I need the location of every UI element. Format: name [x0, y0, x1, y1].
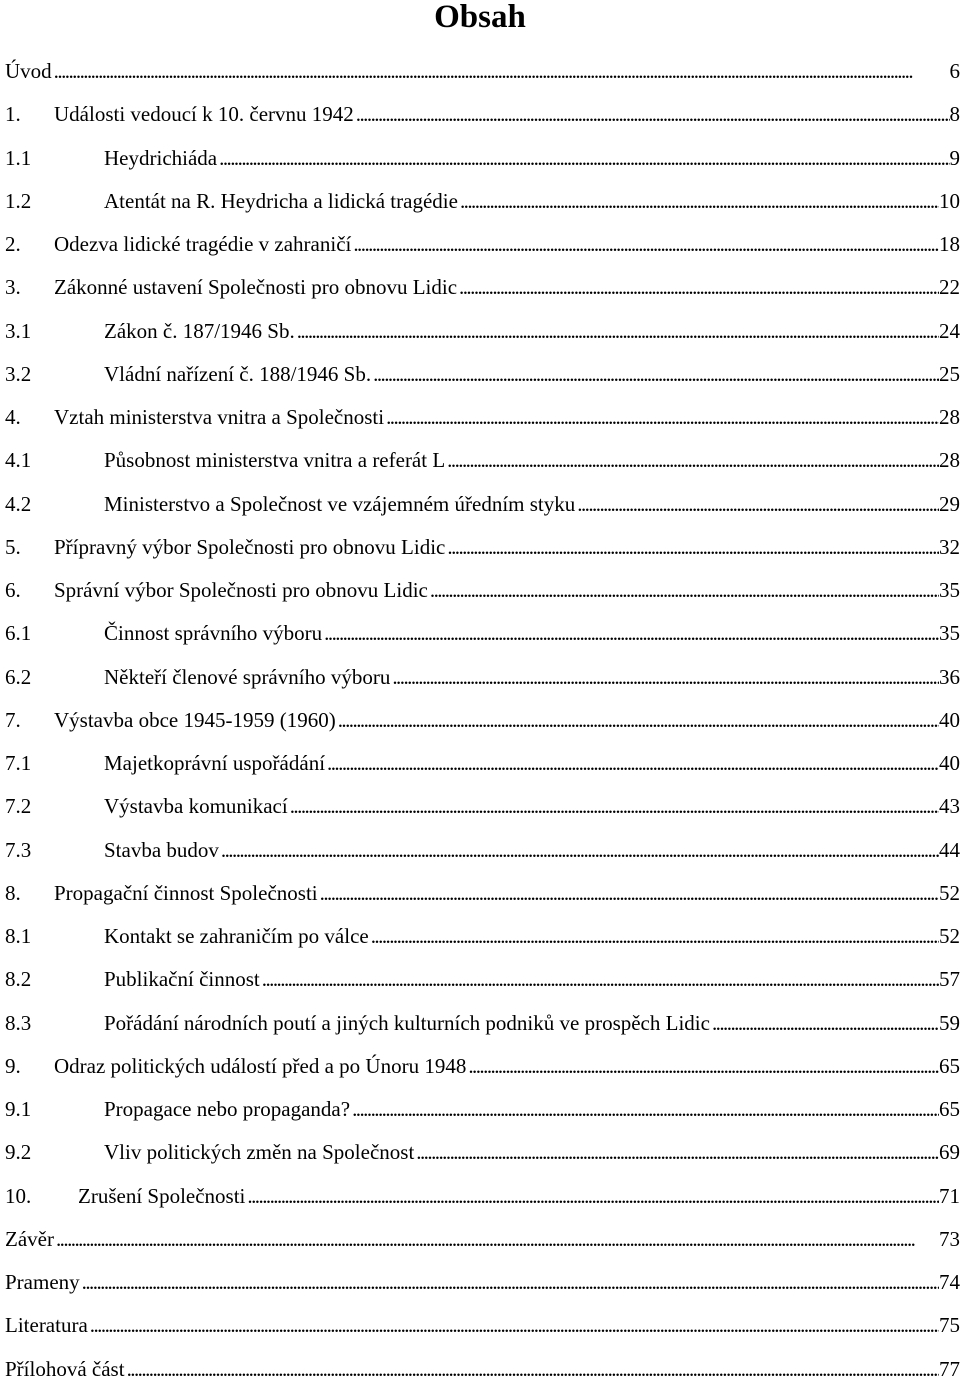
toc-entry-title: Působnost ministerstva vnitra a referát L: [104, 439, 445, 482]
toc-entry[interactable]: [0, 396, 960, 439]
toc-entry[interactable]: [0, 223, 960, 266]
toc-entry-title: Přípravný výbor Společnosti pro obnovu Lidic: [54, 526, 445, 569]
toc-entry-page-number: 22: [939, 266, 960, 309]
toc-dot-leader: [371, 353, 939, 396]
toc-entry[interactable]: [0, 699, 960, 742]
toc-entry-title: Zákonné ustavení Společnosti pro obnovu Lidic: [54, 266, 457, 309]
toc-entry-title: Propagační činnost Společnosti: [54, 872, 318, 915]
toc-entry-title: Prameny: [5, 1261, 80, 1304]
toc-dot-leader: [219, 829, 939, 872]
toc-entry-title: Ministerstvo a Společnost ve vzájemném úředním styku: [104, 483, 575, 526]
toc-entry[interactable]: [0, 353, 960, 396]
toc-entry-title: Kontakt se zahraničím po válce: [104, 915, 369, 958]
toc-dot-leader: [457, 266, 939, 309]
toc-entry-page-number: 6: [950, 50, 960, 93]
toc-dot-leader: [428, 569, 939, 612]
toc-dot-leader: [318, 872, 939, 915]
toc-entry-title: Někteří členové správního výboru: [104, 656, 390, 699]
toc-entry-page-number: 75: [939, 1304, 960, 1347]
toc-dot-leader: [710, 1002, 939, 1045]
toc-entry-number: 6.2: [5, 656, 104, 699]
toc-entry[interactable]: [0, 93, 960, 136]
toc-entry-page-number: 32: [939, 526, 960, 569]
toc-entry-page-number: 65: [939, 1088, 960, 1131]
toc-entry-title: Výstavba obce 1945-1959 (1960): [54, 699, 336, 742]
toc-entry[interactable]: [0, 1131, 960, 1174]
toc-entry-page-number: 43: [939, 785, 960, 828]
toc-entry[interactable]: [0, 1175, 960, 1218]
toc-entry[interactable]: [0, 872, 960, 915]
toc-entry-number: 4.: [5, 396, 54, 439]
toc-entry-number: 1.: [5, 93, 54, 136]
toc-dot-leader: [369, 915, 939, 958]
toc-entry-number: 8.2: [5, 958, 104, 1001]
toc-entry-number: 7.2: [5, 785, 104, 828]
toc-entry-page-number: 24: [939, 310, 960, 353]
toc-dot-leader: [54, 1218, 939, 1261]
toc-entry[interactable]: [0, 742, 960, 785]
toc-entry-title: Závěr: [5, 1218, 54, 1261]
toc-entry[interactable]: [0, 483, 960, 526]
toc-entry-page-number: 8: [950, 93, 960, 136]
toc-dot-leader: [384, 396, 939, 439]
toc-entry-number: 10.: [5, 1175, 78, 1218]
toc-entry-number: 4.2: [5, 483, 104, 526]
toc-entry-page-number: 29: [939, 483, 960, 526]
toc-dot-leader: [445, 526, 939, 569]
toc-entry-page-number: 65: [939, 1045, 960, 1088]
toc-dot-leader: [88, 1304, 939, 1347]
toc-dot-leader: [458, 180, 939, 223]
toc-entry[interactable]: [0, 310, 960, 353]
toc-dot-leader: [336, 699, 939, 742]
toc-dot-leader: [351, 223, 939, 266]
toc-entry-title: Vztah ministerstva vnitra a Společnosti: [54, 396, 384, 439]
toc-entry-title: Zrušení Společnosti: [78, 1175, 245, 1218]
toc-entry-number: 2.: [5, 223, 54, 266]
toc-dot-leader: [217, 137, 949, 180]
toc-entry-page-number: 36: [939, 656, 960, 699]
toc-dot-leader: [325, 742, 939, 785]
toc-entry-title: Pořádání národních poutí a jiných kulturních podniků ve prospěch Lidic: [104, 1002, 710, 1045]
toc-dot-leader: [575, 483, 939, 526]
toc-entry-title: Vládní nařízení č. 188/1946 Sb.: [104, 353, 371, 396]
toc-entry-title: Odezva lidické tragédie v zahraničí: [54, 223, 351, 266]
toc-entry-page-number: 10: [939, 180, 960, 223]
toc-entry[interactable]: [0, 785, 960, 828]
toc-entry-number: 8.1: [5, 915, 104, 958]
toc-entry[interactable]: [0, 137, 960, 180]
toc-dot-leader: [245, 1175, 939, 1218]
toc-entry[interactable]: [0, 266, 960, 309]
toc-dot-leader: [322, 612, 939, 655]
toc-entry[interactable]: [0, 829, 960, 872]
toc-entry-title: Zákon č. 187/1946 Sb.: [104, 310, 295, 353]
toc-entry-number: 3.2: [5, 353, 104, 396]
toc-entry-title: Literatura: [5, 1304, 88, 1347]
toc-entry-title: Atentát na R. Heydricha a lidická tragédie: [104, 180, 458, 223]
toc-entry[interactable]: [0, 180, 960, 223]
toc-entry[interactable]: [0, 656, 960, 699]
toc-entry-number: 1.2: [5, 180, 104, 223]
toc-entry[interactable]: [0, 612, 960, 655]
toc-entry-title: Propagace nebo propaganda?: [104, 1088, 350, 1131]
toc-entry-page-number: 40: [939, 742, 960, 785]
toc-entry-title: Publikační činnost: [104, 958, 260, 1001]
toc-entry-title: Úvod: [5, 50, 52, 93]
toc-entry[interactable]: [0, 526, 960, 569]
toc-entry[interactable]: [0, 958, 960, 1001]
toc-entry-page-number: 74: [939, 1261, 960, 1304]
toc-entry-title: Odraz politických událostí před a po Únoru 1948: [54, 1045, 466, 1088]
toc-dot-leader: [445, 439, 939, 482]
toc-dot-leader: [390, 656, 939, 699]
toc-entry-page-number: 25: [939, 353, 960, 396]
toc-entry-page-number: 44: [939, 829, 960, 872]
toc-dot-leader: [350, 1088, 939, 1131]
toc-entry-number: 6.: [5, 569, 54, 612]
page-title: Obsah: [0, 0, 960, 34]
toc-entry[interactable]: [0, 1304, 960, 1347]
toc-entry-number: 3.: [5, 266, 54, 309]
toc-dot-leader: [52, 50, 950, 93]
toc-entry-title: Heydrichiáda: [104, 137, 217, 180]
toc-entry-number: 8.: [5, 872, 54, 915]
toc-entry[interactable]: [0, 1045, 960, 1088]
toc-entry[interactable]: [0, 915, 960, 958]
toc-entry[interactable]: [0, 439, 960, 482]
toc-entry-page-number: 57: [939, 958, 960, 1001]
toc-entry-number: 9.: [5, 1045, 54, 1088]
toc-entry-title: Stavba budov: [104, 829, 219, 872]
toc-entry-number: 8.3: [5, 1002, 104, 1045]
toc-entry-page-number: 28: [939, 396, 960, 439]
toc-entry-page-number: 71: [939, 1175, 960, 1218]
toc-dot-leader: [466, 1045, 939, 1088]
toc-entry-page-number: 35: [939, 612, 960, 655]
toc-dot-leader: [80, 1261, 939, 1304]
toc-entry-title: Výstavba komunikací: [104, 785, 288, 828]
toc-entry-number: 5.: [5, 526, 54, 569]
toc-entry-page-number: 40: [939, 699, 960, 742]
toc-entry[interactable]: [0, 50, 960, 93]
toc-entry[interactable]: [0, 1002, 960, 1045]
toc-entry-title: Události vedoucí k 10. červnu 1942: [54, 93, 354, 136]
toc-entry-page-number: 69: [939, 1131, 960, 1174]
toc-entry-title: Majetkoprávní uspořádání: [104, 742, 325, 785]
toc-entry-title: Činnost správního výboru: [104, 612, 322, 655]
toc-entry-page-number: 77: [939, 1348, 960, 1391]
toc-entry-number: 9.2: [5, 1131, 104, 1174]
toc-entry-number: 7.1: [5, 742, 104, 785]
toc-dot-leader: [414, 1131, 939, 1174]
toc-dot-leader: [260, 958, 939, 1001]
toc-dot-leader: [354, 93, 950, 136]
toc-entry-page-number: 28: [939, 439, 960, 482]
toc-dot-leader: [288, 785, 939, 828]
toc-entry-title: Správní výbor Společnosti pro obnovu Lidic: [54, 569, 428, 612]
toc-entry-title: Vliv politických změn na Společnost: [104, 1131, 414, 1174]
table-of-contents: [0, 50, 960, 1391]
toc-entry-page-number: 59: [939, 1002, 960, 1045]
toc-entry-page-number: 18: [939, 223, 960, 266]
toc-entry[interactable]: [0, 1348, 960, 1391]
toc-entry-page-number: 52: [939, 872, 960, 915]
toc-entry-number: 3.1: [5, 310, 104, 353]
toc-entry-number: 4.1: [5, 439, 104, 482]
toc-dot-leader: [295, 310, 939, 353]
toc-entry-number: 9.1: [5, 1088, 104, 1131]
toc-entry-page-number: 52: [939, 915, 960, 958]
toc-entry-number: 7.: [5, 699, 54, 742]
toc-entry[interactable]: [0, 1088, 960, 1131]
toc-entry[interactable]: [0, 1218, 960, 1261]
toc-entry-page-number: 35: [939, 569, 960, 612]
toc-entry-title: Přílohová část: [5, 1348, 125, 1391]
toc-entry-page-number: 73: [939, 1218, 960, 1261]
toc-entry-number: 1.1: [5, 137, 104, 180]
toc-entry-number: 6.1: [5, 612, 104, 655]
toc-entry[interactable]: [0, 1261, 960, 1304]
toc-entry-number: 7.3: [5, 829, 104, 872]
toc-entry-page-number: 9: [950, 137, 960, 180]
toc-dot-leader: [125, 1348, 939, 1391]
toc-entry[interactable]: [0, 569, 960, 612]
